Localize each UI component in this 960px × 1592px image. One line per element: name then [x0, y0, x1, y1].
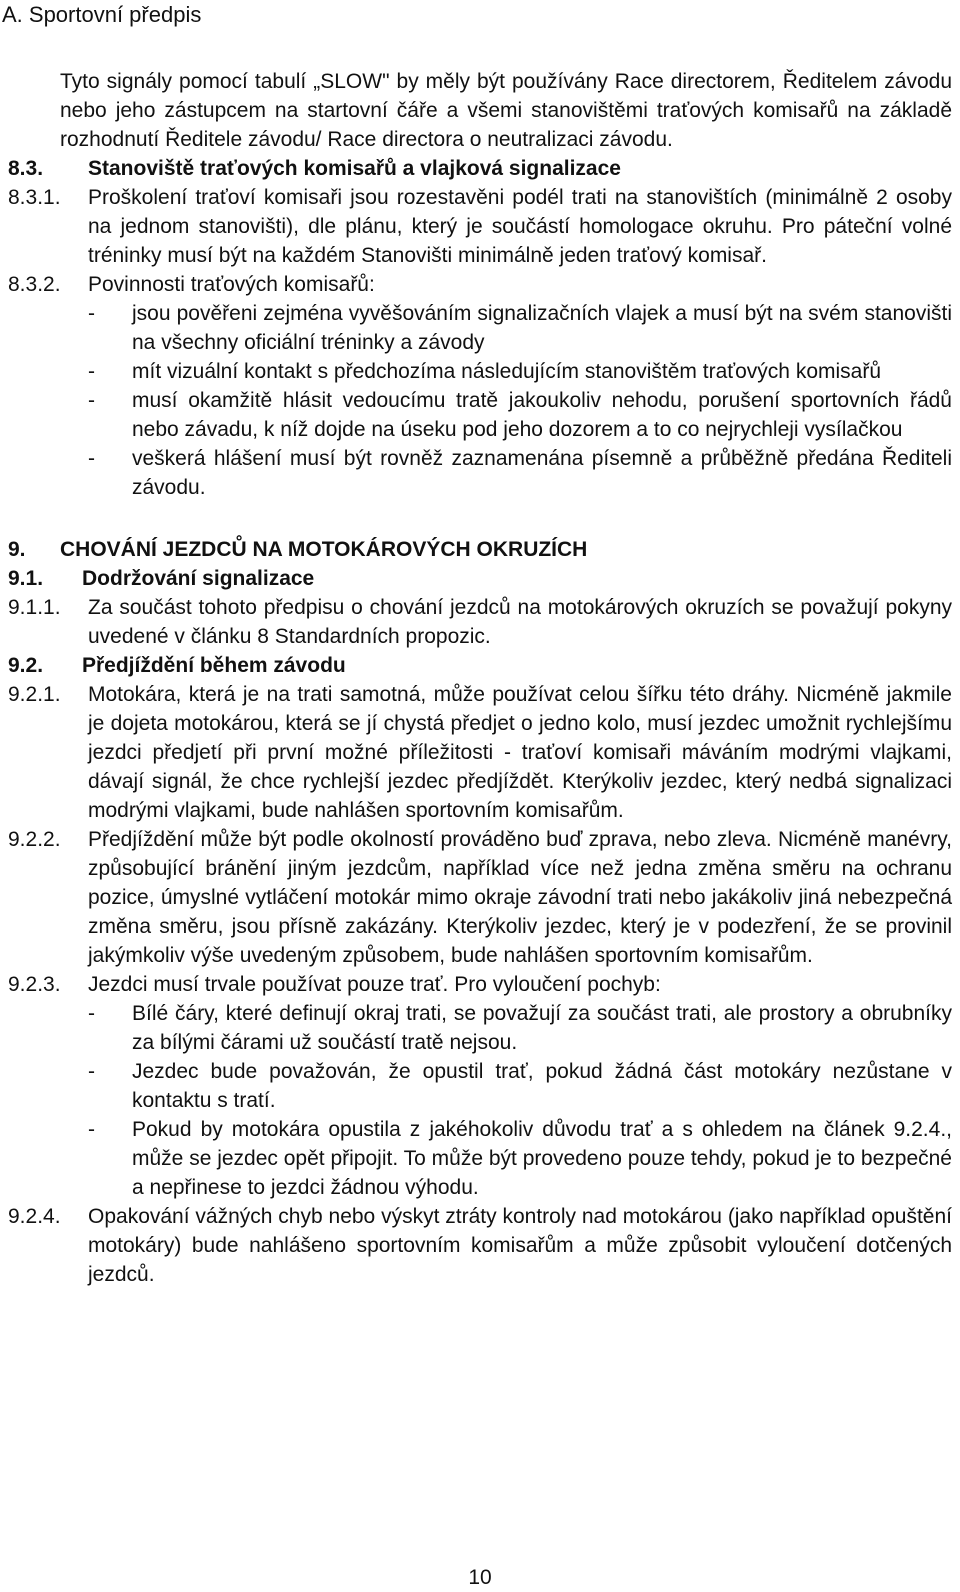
list-item — [88, 444, 952, 502]
bullet-dash: - — [88, 360, 95, 383]
bullet-dash: - — [88, 1118, 95, 1141]
list-item — [88, 299, 952, 357]
list-item-text: jsou pověřeni zejména vyvěšováním signalizačních vlajek a musí být na svém stanovišti na všechny oficiální tréninky a závody — [132, 302, 952, 354]
clause-number: 9.2.3. — [8, 973, 61, 996]
clause-9-2-3 — [8, 970, 952, 1202]
page-title: A. Sportovní předpis — [2, 2, 202, 27]
document-body — [8, 67, 952, 1289]
clause-number: 8.3.2. — [8, 273, 61, 296]
section-number: 8.3. — [8, 157, 44, 180]
list-item-text: musí okamžitě hlásit vedoucímu tratě jakoukoliv nehodu, porušení sportovních řádů nebo závadu, k níž dojde na úseku pod jeho dozorem a to co nejrychleji vysílačkou — [132, 389, 952, 441]
section-heading-9-1 — [8, 564, 952, 593]
section-heading-9-2 — [8, 651, 952, 680]
clause-text: Jezdci musí trvale používat pouze trať. Pro vyloučení pochyb: — [88, 973, 661, 996]
clause-9-2-2 — [8, 825, 952, 970]
section-title: Předjíždění během závodu — [82, 654, 346, 677]
list-item — [88, 1115, 952, 1202]
bullet-dash: - — [88, 1060, 95, 1083]
clause-text: Opakování vážných chyb nebo výskyt ztráty kontroly nad motokárou (jako například opuštění motokáry) bude nahlášeno sportovním komisařům a může způsobit vyloučení dotčených jezdců. — [88, 1205, 952, 1286]
list-item — [88, 999, 952, 1057]
track-rules-list — [88, 999, 952, 1202]
list-item-text: Jezdec bude považován, že opustil trať, pokud žádná část motokáry nezůstane v kontaktu s tratí. — [132, 1060, 952, 1112]
bullet-dash: - — [88, 1002, 95, 1025]
clause-text: Povinnosti traťových komisařů: — [88, 273, 375, 296]
list-item-text: Pokud by motokára opustila z jakéhokoliv důvodu trať a s ohledem na článek 9.2.4., může se jezdec opět připojit. To může být provedeno pouze tehdy, pokud je to bezpečné a nepřinese to jezdci žádnou výhodu. — [132, 1118, 952, 1199]
clause-9-1-1 — [8, 593, 952, 651]
intro-paragraph: Tyto signály pomocí tabulí „SLOW" by měly být používány Race directorem, Ředitelem závodu nebo jeho zástupcem na startovní čáře a všemi stanovištěmi traťových komisařů na základě rozhodnutí Ředitele závodu/ Race directora o neutralizaci závodu. — [60, 70, 952, 151]
section-number: 9.1. — [8, 567, 44, 590]
clause-text: Za součást tohoto předpisu o chování jezdců na motokárových okruzích se považují pokyny uvedené v článku 8 Standardních propozic. — [88, 596, 952, 648]
chapter-heading-9 — [8, 535, 952, 564]
clause-number: 9.2.2. — [8, 828, 61, 851]
chapter-title: CHOVÁNÍ JEZDCŮ NA MOTOKÁROVÝCH OKRUZÍCH — [60, 538, 588, 561]
bullet-dash: - — [88, 389, 95, 412]
bullet-dash: - — [88, 302, 95, 325]
clause-text: Proškolení traťoví komisaři jsou rozestavěni podél trati na stanovištích (minimálně 2 osoby na jednom stanovišti), dle plánu, který je součástí homologace okruhu. Pro páteční volné tréninky musí být na každém Stanovišti minimálně jeden traťový komisař. — [88, 186, 952, 267]
section-heading-8-3 — [8, 154, 952, 183]
section-number: 9.2. — [8, 654, 44, 677]
clause-text: Motokára, která je na trati samotná, může používat celou šířku této dráhy. Nicméně jakmile je dojeta motokárou, která se jí chystá předjet o jedno kolo, musí jezdec umožnit rychlejšímu jezdci předjetí při první možné příležitosti - traťoví komisaři máváním modrými vlajkami, dávají signál, že chce rychlejší jezdec předjíždět. Kterýkoliv jezdec, který nedbá signalizaci modrými vlajkami, bude nahlášen sportovním komisařům. — [88, 683, 952, 822]
spacer — [8, 502, 952, 535]
clause-number: 8.3.1. — [8, 186, 61, 209]
page-number: 10 — [468, 1566, 492, 1589]
chapter-number: 9. — [8, 538, 26, 561]
list-item-text: mít vizuální kontakt s předchozíma následujícím stanovištěm traťových komisařů — [132, 360, 882, 383]
list-item-text: Bílé čáry, které definují okraj trati, se považují za součást trati, ale prostory a obrubníky za bílými čárami už součástí tratě nejsou. — [132, 1002, 952, 1054]
list-item — [88, 357, 952, 386]
section-title: Dodržování signalizace — [82, 567, 315, 590]
duties-list — [88, 299, 952, 502]
bullet-dash: - — [88, 447, 95, 470]
list-item — [88, 1057, 952, 1115]
list-item-text: veškerá hlášení musí být rovněž zaznamenána písemně a průběžně předána Řediteli závodu. — [132, 447, 952, 499]
section-title: Stanoviště traťových komisařů a vlajková signalizace — [88, 157, 621, 180]
clause-number: 9.2.1. — [8, 683, 61, 706]
clause-number: 9.2.4. — [8, 1205, 61, 1228]
clause-8-3-1 — [8, 183, 952, 270]
clause-9-2-4 — [8, 1202, 952, 1289]
clause-9-2-1 — [8, 680, 952, 825]
clause-8-3-2 — [8, 270, 952, 502]
clause-number: 9.1.1. — [8, 596, 61, 619]
list-item — [88, 386, 952, 444]
clause-text: Předjíždění může být podle okolností prováděno buď zprava, nebo zleva. Nicméně manévry, způsobující bránění jiným jezdcům, například více než jedna změna směru na ochranu pozice, úmyslné vytláčení motokár mimo okraje závodní trati nebo jakákoliv jiná nebezpečná změna směru, jsou přísně zakázány. Kterýkoliv jezdec, který je v podezření, že se provinil jakýmkoliv výše uvedeným způsobem, bude nahlášen sportovním komisařům. — [88, 828, 952, 967]
